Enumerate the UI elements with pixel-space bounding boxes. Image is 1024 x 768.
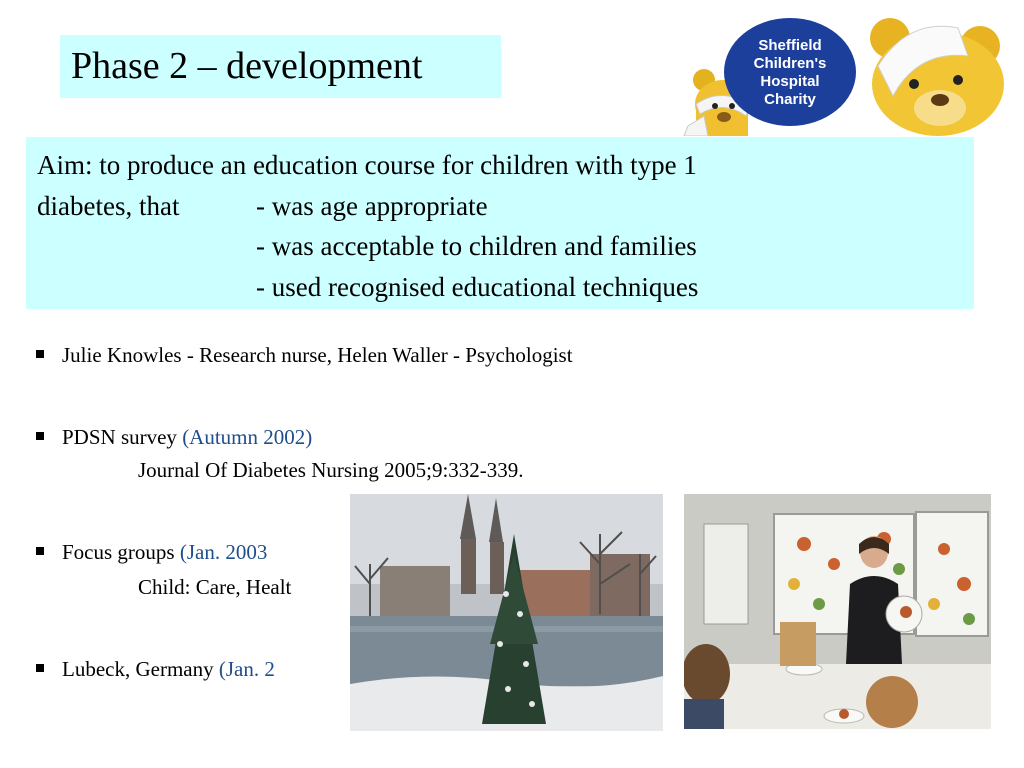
bullet-lubeck-text: Lubeck, Germany (62, 657, 219, 681)
classroom-photo (684, 494, 991, 729)
aim-line-2 (37, 186, 974, 227)
lubeck-winter-photo (350, 494, 663, 731)
charity-name-line-1: Sheffield (758, 37, 822, 54)
aim-line-2-lead: diabetes, that (37, 190, 180, 221)
aim-line-1-text: Aim: to produce an education course for children with type 1 (37, 150, 697, 180)
aim-point-1: - was age appropriate (256, 190, 488, 221)
slide-title-text: Phase 2 – development (71, 45, 423, 87)
bullet-square-icon (36, 432, 44, 440)
large-bear-icon (870, 18, 1004, 136)
focus-reference: Child: Care, Healt (138, 575, 292, 599)
aim-line-1 (37, 145, 974, 186)
charity-logo (668, 16, 1010, 136)
charity-name-line-3: Hospital (760, 73, 820, 90)
aim-line-4 (37, 267, 974, 308)
bullet-square-icon (36, 350, 44, 358)
bullet-lubeck-date: (Jan. 2 (218, 657, 275, 681)
aim-box (26, 137, 974, 309)
pdsn-reference: Journal Of Diabetes Nursing 2005;9:332-339. (138, 458, 524, 482)
bullet-team-text: Julie Knowles - Research nurse, Helen Waller - Psychologist (62, 343, 573, 367)
aim-line-3 (37, 226, 974, 267)
bullet-square-icon (36, 664, 44, 672)
bullet-pdsn-text: PDSN survey (62, 425, 183, 449)
bullet-focus-text: Focus groups (62, 540, 180, 564)
bullet-focus-date: (Jan. 2003 (179, 540, 268, 564)
charity-badge (724, 18, 856, 126)
charity-name-line-4: Charity (764, 91, 816, 108)
charity-name-line-2: Children's (753, 55, 827, 72)
bullet-pdsn-date: (Autumn 2002) (182, 425, 313, 449)
bullet-square-icon (36, 547, 44, 555)
slide-title (60, 35, 501, 98)
aim-point-2: - was acceptable to children and families (256, 231, 697, 261)
aim-point-3: - used recognised educational techniques (256, 271, 699, 302)
